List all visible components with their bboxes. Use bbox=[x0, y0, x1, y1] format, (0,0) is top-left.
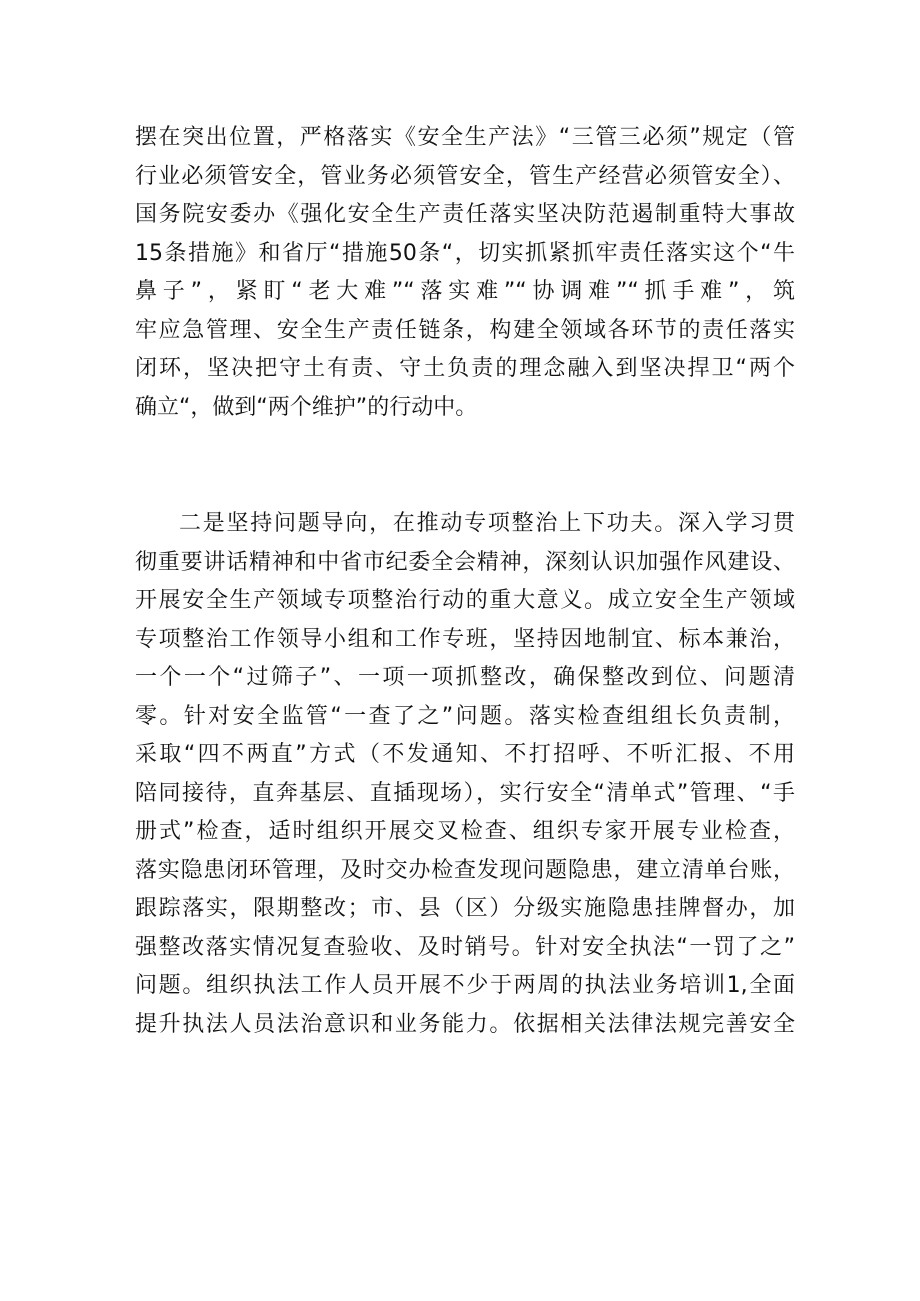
paragraph-2-line-12: 强整改落实情况复查验收、及时销号。针对安全执法“一罚了之” bbox=[135, 934, 795, 960]
paragraph-2-line-10: 落实隐患闭环管理，及时交办检查发现问题隐患，建立清单台账， bbox=[135, 857, 795, 883]
paragraph-2-line-2: 彻重要讲话精神和中省市纪委全会精神，深刻认识加强作风建设、 bbox=[135, 549, 795, 575]
paragraph-2-line-3: 开展安全生产领域专项整治行动的重大意义。成立安全生产领域 bbox=[135, 588, 795, 613]
paragraph-1-line-7: 闭环，坚决把守土有责、守土负责的理念融入到坚决捍卫“两个 bbox=[135, 356, 795, 381]
paragraph-2-line-5: 一个一个“过筛子”、一项一项抓整改，确保整改到位、问题清 bbox=[135, 665, 795, 690]
paragraph-1-line-4: 15条措施》和省厅“措施50条“，切实抓紧抓牢责任落实这个“牛 bbox=[135, 240, 795, 266]
paragraph-1 bbox=[135, 119, 795, 427]
paragraph-2-line-1: 二是坚持问题导向，在推动专项整治上下功夫。深入学习贯 bbox=[179, 511, 795, 536]
paragraph-1-line-8: 确立“，做到“两个维护”的行动中。 bbox=[135, 394, 478, 420]
paragraph-2-line-6: 零。针对安全监管“一查了之”问题。落实检查组组长负责制， bbox=[135, 703, 795, 729]
paragraph-1-line-2: 行业必须管安全，管业务必须管安全，管生产经营必须管安全）、 bbox=[135, 163, 795, 189]
paragraph-2-line-13: 问题。组织执法工作人员开展不少于两周的执法业务培训1,全面 bbox=[135, 973, 795, 998]
paragraph-2-line-4: 专项整治工作领导小组和工作专班，坚持因地制宜、标本兼治， bbox=[135, 626, 795, 652]
paragraph-2-line-14: 提升执法人员法治意识和业务能力。依据相关法律法规完善安全 bbox=[135, 1011, 795, 1037]
paragraph-2-line-7: 采取“四不两直”方式（不发通知、不打招呼、不听汇报、不用 bbox=[135, 742, 795, 767]
paragraph-2 bbox=[135, 505, 795, 1044]
paragraph-2-line-8: 陪同接待，直奔基层、直插现场），实行安全“清单式”管理、“手 bbox=[135, 780, 795, 806]
paragraph-1-line-6: 牢应急管理、安全生产责任链条，构建全领域各环节的责任落实 bbox=[135, 317, 795, 343]
paragraph-1-line-5: 鼻子”，紧盯“老大难”“落实难”“协调难”“抓手难”，筑 bbox=[135, 279, 795, 304]
paragraph-1-line-1: 摆在突出位置，严格落实《安全生产法》“三管三必须”规定（管 bbox=[135, 125, 795, 150]
paragraph-2-line-9: 册式”检查，适时组织开展交叉检查、组织专家开展专业检查， bbox=[135, 819, 795, 844]
paragraph-2-line-11: 跟踪落实，限期整改；市、县（区）分级实施隐患挂牌督办，加 bbox=[135, 896, 795, 921]
paragraph-1-line-3: 国务院安委办《强化安全生产责任落实坚决防范遏制重特大事故 bbox=[135, 202, 795, 227]
